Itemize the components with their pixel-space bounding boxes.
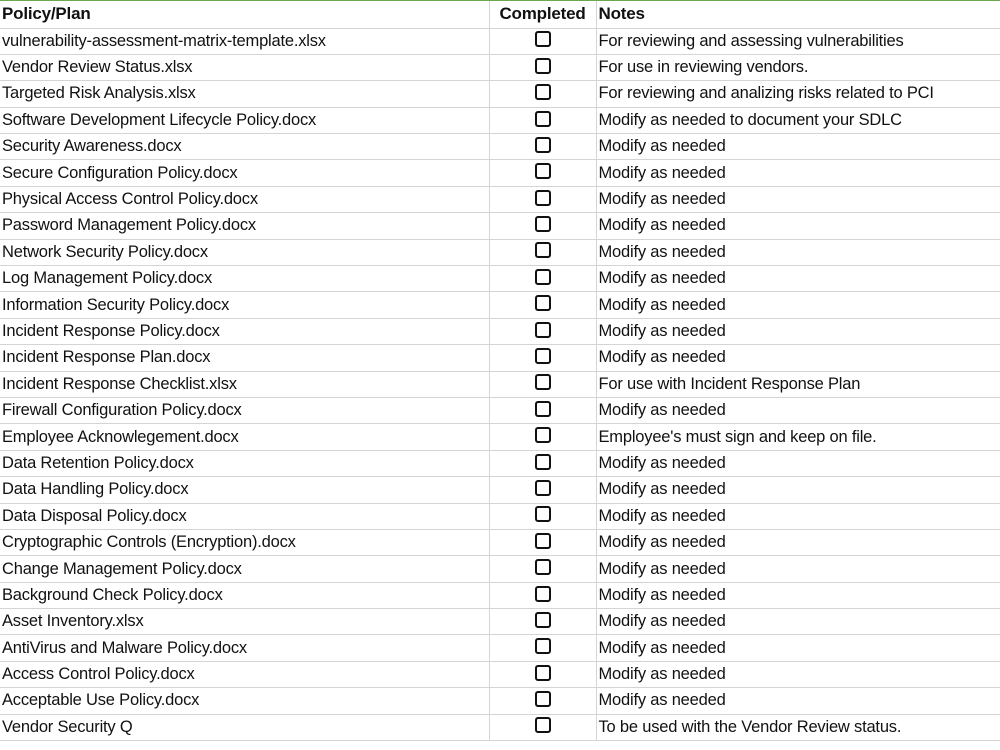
- notes-cell[interactable]: Modify as needed: [596, 345, 1000, 371]
- policy-name-cell[interactable]: Firewall Configuration Policy.docx: [0, 397, 489, 423]
- completed-checkbox[interactable]: [535, 216, 551, 232]
- completed-cell: [489, 266, 596, 292]
- table-row: [0, 318, 1000, 344]
- notes-cell[interactable]: Modify as needed: [596, 609, 1000, 635]
- notes-cell[interactable]: Modify as needed: [596, 661, 1000, 687]
- header-notes[interactable]: Notes: [596, 0, 1000, 28]
- notes-cell[interactable]: Modify as needed: [596, 266, 1000, 292]
- policy-name-cell[interactable]: Targeted Risk Analysis.xlsx: [0, 81, 489, 107]
- completed-cell: [489, 503, 596, 529]
- completed-cell: [489, 292, 596, 318]
- completed-checkbox[interactable]: [535, 31, 551, 47]
- completed-cell: [489, 688, 596, 714]
- completed-checkbox[interactable]: [535, 506, 551, 522]
- policy-name-cell[interactable]: Data Handling Policy.docx: [0, 477, 489, 503]
- table-row: [0, 371, 1000, 397]
- completed-checkbox[interactable]: [535, 322, 551, 338]
- completed-checkbox[interactable]: [535, 190, 551, 206]
- notes-cell[interactable]: For reviewing and assessing vulnerabilities: [596, 28, 1000, 54]
- table-row: [0, 635, 1000, 661]
- completed-cell: [489, 134, 596, 160]
- completed-cell: [489, 609, 596, 635]
- header-top-border: [0, 0, 1000, 1]
- completed-cell: [489, 81, 596, 107]
- table-row: [0, 266, 1000, 292]
- header-completed[interactable]: Completed: [489, 0, 596, 28]
- table-row: [0, 661, 1000, 687]
- notes-cell[interactable]: Modify as needed: [596, 397, 1000, 423]
- notes-cell[interactable]: Modify as needed: [596, 477, 1000, 503]
- table-row: [0, 81, 1000, 107]
- completed-checkbox[interactable]: [535, 137, 551, 153]
- header-policy-plan[interactable]: Policy/Plan: [0, 0, 489, 28]
- notes-cell[interactable]: Modify as needed: [596, 213, 1000, 239]
- policy-name-cell[interactable]: Data Retention Policy.docx: [0, 450, 489, 476]
- completed-checkbox[interactable]: [535, 691, 551, 707]
- table-row: [0, 529, 1000, 555]
- notes-cell[interactable]: Modify as needed: [596, 186, 1000, 212]
- completed-checkbox[interactable]: [535, 58, 551, 74]
- completed-checkbox[interactable]: [535, 480, 551, 496]
- completed-cell: [489, 318, 596, 344]
- completed-checkbox[interactable]: [535, 269, 551, 285]
- completed-checkbox[interactable]: [535, 401, 551, 417]
- completed-checkbox[interactable]: [535, 717, 551, 733]
- notes-cell[interactable]: Modify as needed: [596, 134, 1000, 160]
- table-row: [0, 556, 1000, 582]
- notes-cell[interactable]: Modify as needed: [596, 450, 1000, 476]
- table-row: [0, 134, 1000, 160]
- completed-cell: [489, 213, 596, 239]
- completed-checkbox[interactable]: [535, 533, 551, 549]
- policy-name-cell[interactable]: Incident Response Policy.docx: [0, 318, 489, 344]
- notes-cell[interactable]: Modify as needed: [596, 239, 1000, 265]
- table-row: [0, 582, 1000, 608]
- completed-cell: [489, 450, 596, 476]
- table-row: [0, 714, 1000, 740]
- completed-checkbox[interactable]: [535, 111, 551, 127]
- notes-cell[interactable]: Modify as needed: [596, 160, 1000, 186]
- policy-name-cell[interactable]: Secure Configuration Policy.docx: [0, 160, 489, 186]
- policy-name-cell[interactable]: Change Management Policy.docx: [0, 556, 489, 582]
- completed-cell: [489, 397, 596, 423]
- completed-cell: [489, 635, 596, 661]
- policy-name-cell[interactable]: Vendor Review Status.xlsx: [0, 54, 489, 80]
- policy-name-cell[interactable]: Network Security Policy.docx: [0, 239, 489, 265]
- completed-checkbox[interactable]: [535, 348, 551, 364]
- completed-checkbox[interactable]: [535, 84, 551, 100]
- table-row: [0, 450, 1000, 476]
- table-row: [0, 213, 1000, 239]
- completed-cell: [489, 107, 596, 133]
- notes-cell[interactable]: For use in reviewing vendors.: [596, 54, 1000, 80]
- policy-name-cell[interactable]: Vendor Security Q: [0, 714, 489, 740]
- notes-cell[interactable]: Modify as needed: [596, 688, 1000, 714]
- completed-checkbox[interactable]: [535, 586, 551, 602]
- completed-checkbox[interactable]: [535, 665, 551, 681]
- policy-name-cell[interactable]: Background Check Policy.docx: [0, 582, 489, 608]
- completed-cell: [489, 582, 596, 608]
- table-row: [0, 292, 1000, 318]
- policy-name-cell[interactable]: AntiVirus and Malware Policy.docx: [0, 635, 489, 661]
- notes-cell[interactable]: To be used with the Vendor Review status.: [596, 714, 1000, 740]
- completed-cell: [489, 54, 596, 80]
- completed-checkbox[interactable]: [535, 374, 551, 390]
- table-row: [0, 239, 1000, 265]
- table-row: [0, 424, 1000, 450]
- notes-cell[interactable]: Modify as needed to document your SDLC: [596, 107, 1000, 133]
- completed-cell: [489, 371, 596, 397]
- notes-cell[interactable]: Modify as needed: [596, 529, 1000, 555]
- policy-name-cell[interactable]: vulnerability-assessment-matrix-template.xlsx: [0, 28, 489, 54]
- table-row: [0, 107, 1000, 133]
- notes-cell[interactable]: For use with Incident Response Plan: [596, 371, 1000, 397]
- completed-cell: [489, 160, 596, 186]
- policy-name-cell[interactable]: Information Security Policy.docx: [0, 292, 489, 318]
- policy-name-cell[interactable]: Access Control Policy.docx: [0, 661, 489, 687]
- completed-checkbox[interactable]: [535, 559, 551, 575]
- header-row: [0, 0, 1000, 28]
- notes-cell[interactable]: Modify as needed: [596, 292, 1000, 318]
- notes-cell[interactable]: Employee's must sign and keep on file.: [596, 424, 1000, 450]
- policy-name-cell[interactable]: Data Disposal Policy.docx: [0, 503, 489, 529]
- table-row: [0, 186, 1000, 212]
- completed-checkbox[interactable]: [535, 612, 551, 628]
- completed-cell: [489, 424, 596, 450]
- table-row: [0, 503, 1000, 529]
- policy-name-cell[interactable]: Incident Response Plan.docx: [0, 345, 489, 371]
- notes-cell[interactable]: Modify as needed: [596, 582, 1000, 608]
- table-row: [0, 609, 1000, 635]
- table-row: [0, 477, 1000, 503]
- policy-name-cell[interactable]: Incident Response Checklist.xlsx: [0, 371, 489, 397]
- completed-checkbox[interactable]: [535, 427, 551, 443]
- policy-name-cell[interactable]: Software Development Lifecycle Policy.docx: [0, 107, 489, 133]
- table-row: [0, 54, 1000, 80]
- completed-cell: [489, 477, 596, 503]
- completed-cell: [489, 186, 596, 212]
- completed-cell: [489, 661, 596, 687]
- table-row: [0, 345, 1000, 371]
- notes-cell[interactable]: Modify as needed: [596, 318, 1000, 344]
- completed-cell: [489, 556, 596, 582]
- policy-name-cell[interactable]: Acceptable Use Policy.docx: [0, 688, 489, 714]
- policy-name-cell[interactable]: Security Awareness.docx: [0, 134, 489, 160]
- policy-name-cell[interactable]: Log Management Policy.docx: [0, 266, 489, 292]
- completed-checkbox[interactable]: [535, 454, 551, 470]
- table-row: [0, 397, 1000, 423]
- policy-name-cell[interactable]: Physical Access Control Policy.docx: [0, 186, 489, 212]
- policy-name-cell[interactable]: Password Management Policy.docx: [0, 213, 489, 239]
- completed-checkbox[interactable]: [535, 638, 551, 654]
- completed-cell: [489, 345, 596, 371]
- notes-cell[interactable]: Modify as needed: [596, 503, 1000, 529]
- completed-checkbox[interactable]: [535, 163, 551, 179]
- notes-cell[interactable]: Modify as needed: [596, 556, 1000, 582]
- completed-cell: [489, 28, 596, 54]
- completed-checkbox[interactable]: [535, 295, 551, 311]
- completed-checkbox[interactable]: [535, 242, 551, 258]
- table-row: [0, 28, 1000, 54]
- table-row: [0, 688, 1000, 714]
- completed-cell: [489, 529, 596, 555]
- table-row: [0, 160, 1000, 186]
- completed-cell: [489, 714, 596, 740]
- policy-name-cell[interactable]: Asset Inventory.xlsx: [0, 609, 489, 635]
- notes-cell[interactable]: Modify as needed: [596, 635, 1000, 661]
- completed-cell: [489, 239, 596, 265]
- policy-name-cell[interactable]: Cryptographic Controls (Encryption).docx: [0, 529, 489, 555]
- policy-name-cell[interactable]: Employee Acknowlegement.docx: [0, 424, 489, 450]
- notes-cell[interactable]: For reviewing and analizing risks related to PCI: [596, 81, 1000, 107]
